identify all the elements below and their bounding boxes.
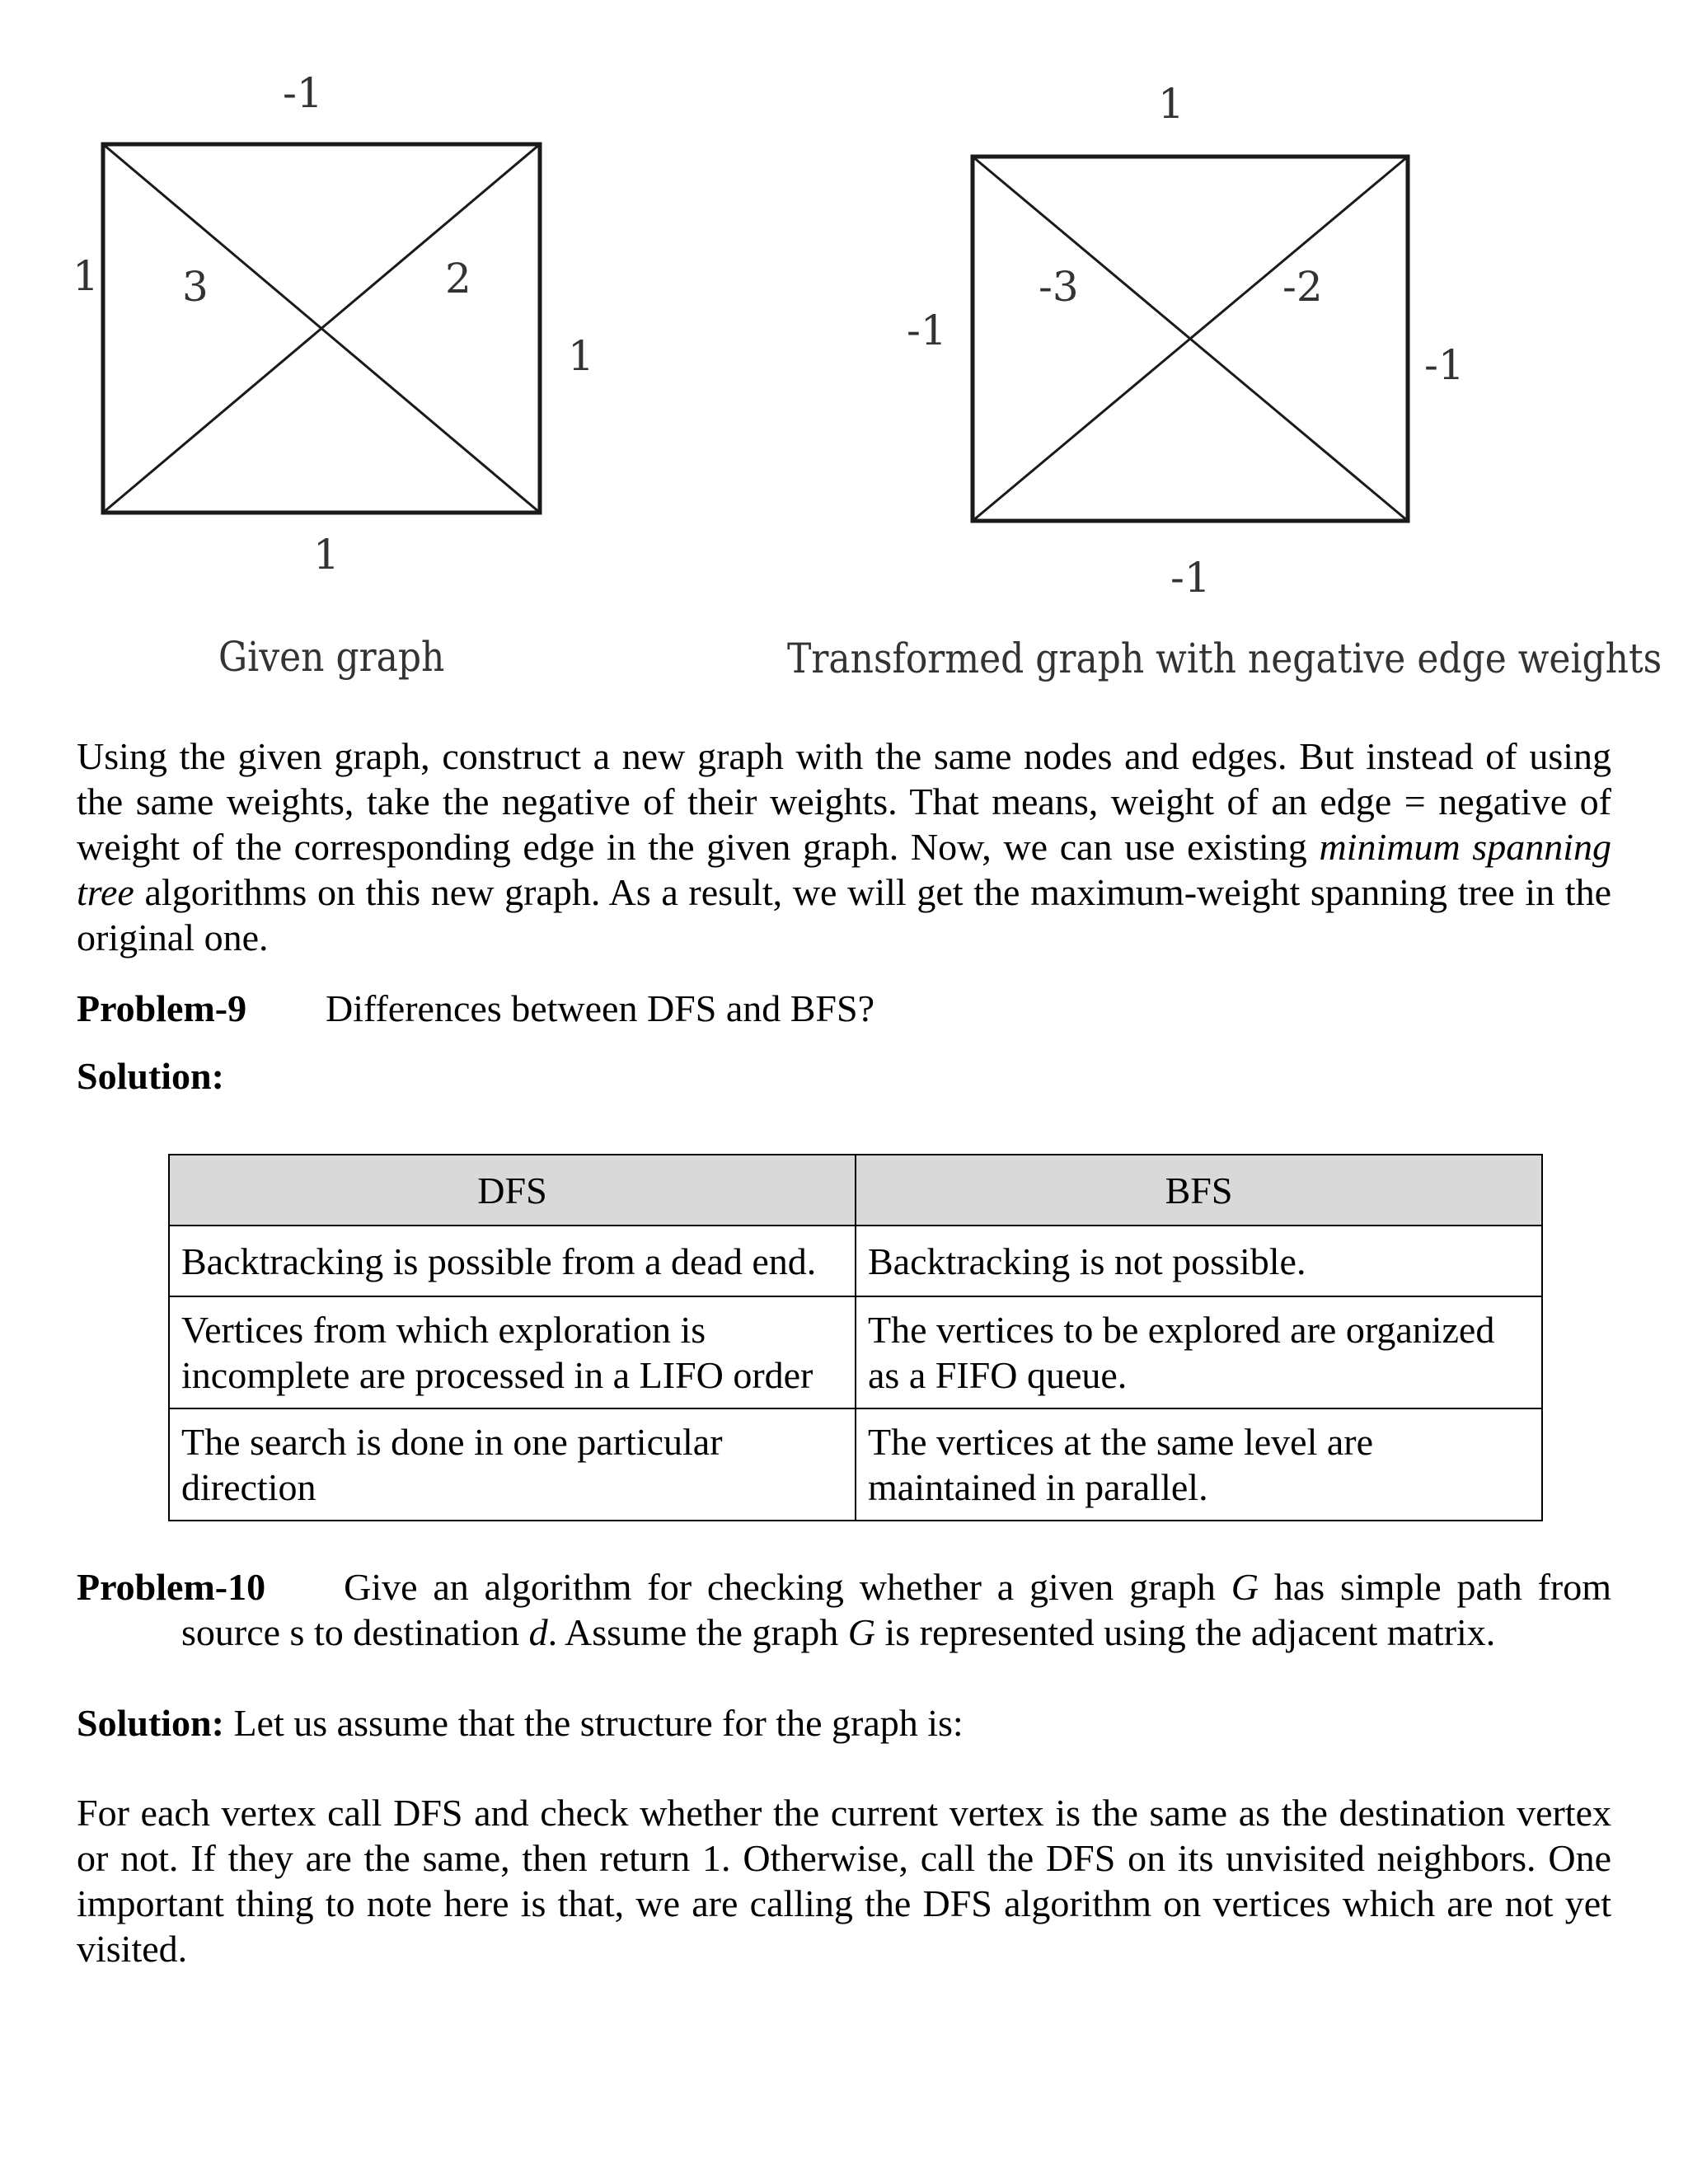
transformed-edge-diag-right: -2 [1282,263,1323,311]
problem10-var-g2: G [847,1611,875,1653]
problem10-text-3: . Assume the graph [547,1611,848,1653]
table-row [169,1296,1542,1408]
problem10-solution-label: Solution: [77,1702,224,1744]
table-cell: Vertices from which exploration is incomplete are processed in a LIFO order [169,1296,856,1408]
problem9-label: Problem-9 [77,987,247,1029]
problem10-statement [77,1564,1611,1655]
transformed-edge-bottom: -1 [1170,554,1211,602]
transformed-graph-caption: Transformed graph with negative edge weights [787,635,1662,682]
given-graph-caption: Given graph [218,633,445,681]
paragraph1-emphasis: minimum spanning tree [77,826,1611,913]
transformed-edge-right: -1 [1424,341,1465,389]
table-cell: Backtracking is possible from a dead end. [169,1226,856,1296]
table-row [169,1408,1542,1521]
transformed-edge-diag-left: -3 [1039,263,1079,311]
transformed-graph [973,157,1408,521]
table-header-bfs: BFS [856,1155,1542,1226]
problem10-var-d: d [528,1611,548,1653]
problem9-solution-label: Solution: [77,1055,224,1097]
given-graph [103,144,540,513]
problem10-solution [77,1700,964,1746]
problem10-text-1: Give an algorithm for checking whether a given graph [344,1566,1231,1608]
table-cell: The vertices to be explored are organized as a FIFO queue. [856,1296,1542,1408]
transformed-edge-top: 1 [1158,80,1184,128]
given-edge-diag-left: 3 [182,263,209,311]
problem10-var-g: G [1231,1566,1259,1608]
given-edge-top: -1 [283,69,323,117]
table-cell: The vertices at the same level are maintained in parallel. [856,1408,1542,1521]
problem9-question: Differences between DFS and BFS? [326,987,875,1029]
paragraph1-part2: algorithms on this new graph. As a result, we will get the maximum-weight spanning tree in the original one. [77,871,1611,958]
problem10-text-4: is represented using the adjacent matrix. [874,1611,1496,1653]
table-row [169,1226,1542,1296]
table-header-row [169,1155,1542,1226]
table-cell: The search is done in one particular direction [169,1408,856,1521]
transformed-edge-left: -1 [907,307,947,354]
table-cell: Backtracking is not possible. [856,1226,1542,1296]
paragraph-negative-weights [77,733,1611,960]
graph-diagrams [0,0,1688,709]
table-header-dfs: DFS [169,1155,856,1226]
dfs-bfs-table [168,1154,1543,1521]
problem10-text-2: has simple path from source s to destination [181,1566,1611,1653]
given-edge-bottom: 1 [313,531,340,579]
paragraph-dfs-algorithm: For each vertex call DFS and check whether the current vertex is the same as the destination vertex or not. If they are the same, then return 1. Otherwise, call the DFS on its unvisited neighbors. One important thing to note here is that, we are calling the DFS algorithm on vertices which are not yet visited. [77,1792,1611,1970]
problem10-label: Problem-10 [77,1566,266,1608]
given-edge-left: 1 [73,252,99,300]
given-edge-right: 1 [568,332,594,380]
problem10-solution-text: Let us assume that the structure for the graph is: [223,1702,964,1744]
paragraph1-part1: Using the given graph, construct a new graph with the same nodes and edges. But instead of using the same weights, take the negative of their weights. That means, weight of an edge = negative of weight of the corresponding edge in the given graph. Now, we can use existing [77,735,1611,868]
given-edge-diag-right: 2 [445,255,471,302]
graph-figure [0,0,1688,709]
